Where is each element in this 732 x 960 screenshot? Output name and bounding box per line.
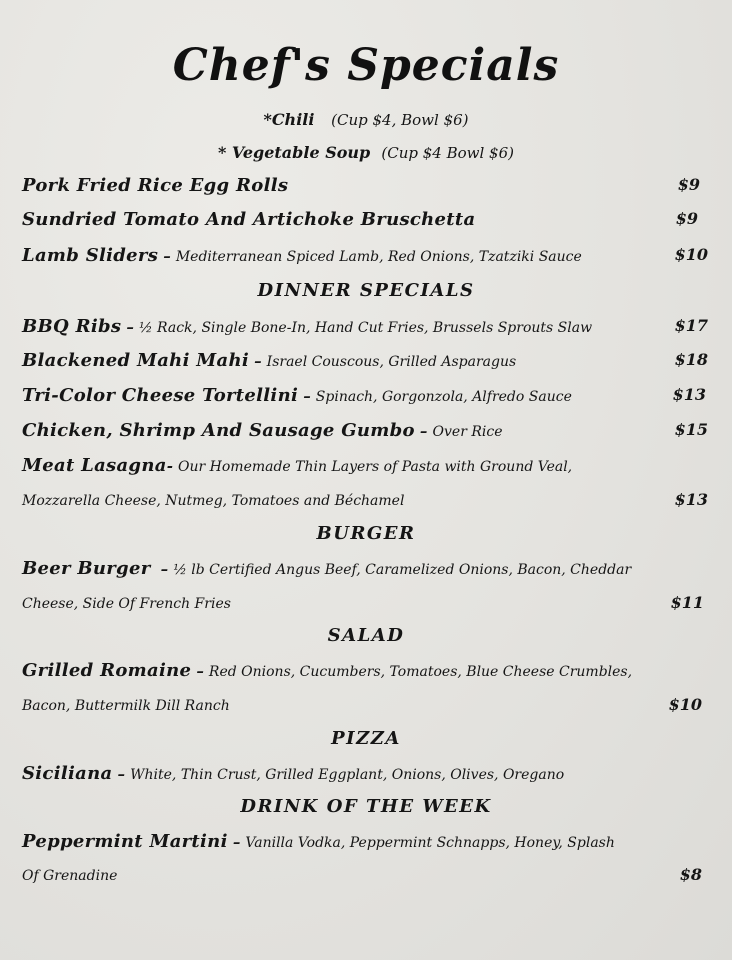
soup-detail: (Cup $4 Bowl $6) <box>381 144 514 162</box>
item-price: $8 <box>679 865 702 884</box>
menu-item-bbq-ribs <box>22 316 708 337</box>
section-heading-pizza: PIZZA <box>331 728 401 749</box>
item-price: $13 <box>674 490 708 509</box>
menu-item-egg-rolls <box>22 175 708 196</box>
menu-title: Chef's Specials <box>172 40 560 91</box>
item-name: Beer Burger <box>22 558 151 579</box>
item-name: Siciliana <box>22 763 113 784</box>
item-separator: – <box>419 422 428 440</box>
item-description: Mediterranean Spiced Lamb, Red Onions, Tzatziki Sauce <box>175 249 582 265</box>
menu-item-lasagna-cont <box>22 490 708 509</box>
item-price: $10 <box>668 695 702 714</box>
menu-item-tortellini <box>22 385 708 406</box>
item-name: Peppermint Martini <box>22 831 228 852</box>
soup-detail: (Cup $4, Bowl $6) <box>331 111 469 129</box>
item-name: Tri-Color Cheese Tortellini <box>22 385 299 406</box>
menu-item-mahi-mahi <box>22 350 708 371</box>
item-separator: – <box>232 833 241 851</box>
item-separator: – <box>196 662 204 680</box>
menu-item-beer-burger-cont <box>22 593 708 612</box>
menu-item-bruschetta <box>22 209 708 230</box>
soup-name: *Chili <box>263 110 315 129</box>
item-name: Meat Lasagna <box>22 455 167 476</box>
item-description-cont: Cheese, Side Of French Fries <box>22 596 231 612</box>
menu-item-lamb-sliders <box>22 245 708 266</box>
menu-item-peppermint-martini <box>22 831 708 852</box>
item-description: ½ Rack, Single Bone-In, Hand Cut Fries, Brussels Sprouts Slaw <box>138 320 593 336</box>
item-price: $15 <box>674 420 708 439</box>
item-name: BBQ Ribs <box>22 316 122 337</box>
item-separator: - <box>166 457 173 475</box>
item-name: Pork Fried Rice Egg Rolls <box>22 175 289 196</box>
section-heading-salad: SALAD <box>327 625 405 646</box>
section-heading-burger: BURGER <box>316 523 416 544</box>
item-price: $10 <box>674 245 708 264</box>
item-separator: – <box>117 765 126 783</box>
item-description-cont: Mozzarella Cheese, Nutmeg, Tomatoes and Béchamel <box>22 493 405 509</box>
item-separator: – <box>160 560 169 578</box>
item-price: $9 <box>677 175 700 194</box>
item-name: Lamb Sliders <box>22 245 159 266</box>
item-description: White, Thin Crust, Grilled Eggplant, Onions, Olives, Oregano <box>130 767 565 783</box>
item-price: $17 <box>674 316 708 335</box>
item-description: Our Homemade Thin Layers of Pasta with Ground Veal, <box>178 459 573 475</box>
menu-item-siciliana <box>22 763 708 784</box>
soup-name: * Vegetable Soup <box>217 143 371 162</box>
item-name: Sundried Tomato And Artichoke Bruschetta <box>22 209 476 230</box>
item-description-cont: Of Grenadine <box>22 868 118 884</box>
item-separator: – <box>163 247 171 265</box>
menu-item-gumbo <box>22 420 708 441</box>
item-price: $9 <box>675 209 698 228</box>
menu-item-lasagna <box>22 455 708 476</box>
item-description: ½ lb Certified Angus Beef, Caramelized Onions, Bacon, Cheddar <box>173 562 632 578</box>
item-description: Vanilla Vodka, Peppermint Schnapps, Honey, Splash <box>245 835 615 851</box>
soup-chili <box>0 110 732 129</box>
item-separator: – <box>254 352 262 370</box>
item-description: Israel Couscous, Grilled Asparagus <box>266 354 517 370</box>
item-name: Grilled Romaine <box>22 660 192 681</box>
item-price: $18 <box>674 350 708 369</box>
item-price: $11 <box>670 593 704 612</box>
item-description: Red Onions, Cucumbers, Tomatoes, Blue Cheese Crumbles, <box>208 664 633 680</box>
item-description: Over Rice <box>432 424 503 440</box>
item-separator: – <box>303 387 311 405</box>
item-separator: – <box>126 318 134 336</box>
item-price: $13 <box>672 385 706 404</box>
section-heading-drink: DRINK OF THE WEEK <box>240 796 492 817</box>
item-description-cont: Bacon, Buttermilk Dill Ranch <box>22 698 230 714</box>
item-description: Spinach, Gorgonzola, Alfredo Sauce <box>315 389 572 405</box>
menu-item-grilled-romaine-cont <box>22 695 708 714</box>
menu-item-peppermint-martini-cont <box>22 865 708 884</box>
section-heading-dinner: DINNER SPECIALS <box>257 280 475 301</box>
item-name: Chicken, Shrimp And Sausage Gumbo <box>22 420 415 441</box>
menu-item-beer-burger <box>22 558 708 579</box>
item-name: Blackened Mahi Mahi <box>22 350 249 371</box>
menu-item-grilled-romaine <box>22 660 708 681</box>
soup-vegetable <box>0 143 732 162</box>
